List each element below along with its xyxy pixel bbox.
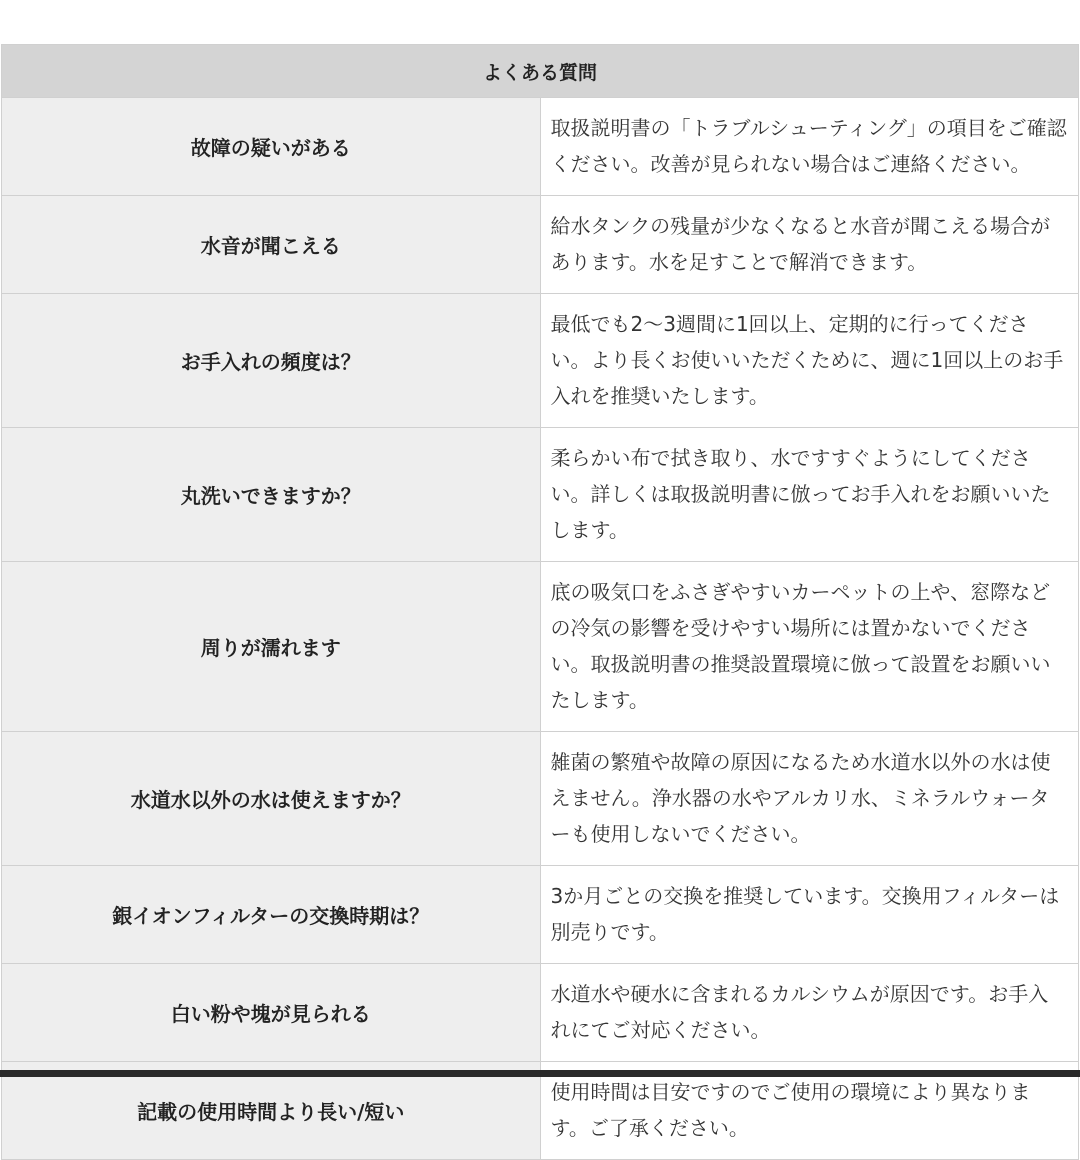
faq-answer: 柔らかい布で拭き取り、水ですすぐようにしてください。詳しくは取扱説明書に倣ってお手入れをお願いいたします。 [540, 428, 1079, 562]
faq-header-row [2, 45, 1079, 98]
faq-answer: 給水タンクの残量が少なくなると水音が聞こえる場合があります。水を足すことで解消できます。 [540, 196, 1079, 294]
faq-question: 記載の使用時間より長い/短い [2, 1062, 541, 1160]
faq-question: 丸洗いできますか？ [2, 428, 541, 562]
faq-question: 故障の疑いがある [2, 98, 541, 196]
faq-answer: 最低でも2〜3週間に1回以上、定期的に行ってください。より長くお使いいただくために、週に1回以上のお手入れを推奨いたします。 [540, 294, 1079, 428]
faq-row [2, 562, 1079, 732]
bottom-divider [0, 1070, 1080, 1077]
faq-question: 白い粉や塊が見られる [2, 964, 541, 1062]
faq-question: 水道水以外の水は使えますか？ [2, 732, 541, 866]
faq-question: 周りが濡れます [2, 562, 541, 732]
faq-answer: 取扱説明書の「トラブルシューティング」の項目をご確認ください。改善が見られない場合はご連絡ください。 [540, 98, 1079, 196]
faq-question: 銀イオンフィルターの交換時期は？ [2, 866, 541, 964]
faq-title: よくある質問 [2, 45, 1079, 98]
faq-question: 水音が聞こえる [2, 196, 541, 294]
faq-answer: 雑菌の繁殖や故障の原因になるため水道水以外の水は使えません。浄水器の水やアルカリ水、ミネラルウォーターも使用しないでください。 [540, 732, 1079, 866]
faq-row [2, 98, 1079, 196]
faq-row [2, 294, 1079, 428]
faq-question: お手入れの頻度は？ [2, 294, 541, 428]
faq-row [2, 428, 1079, 562]
faq-answer: 3か月ごとの交換を推奨しています。交換用フィルターは別売りです。 [540, 866, 1079, 964]
faq-row [2, 866, 1079, 964]
faq-row [2, 196, 1079, 294]
faq-answer: 水道水や硬水に含まれるカルシウムが原因です。お手入れにてご対応ください。 [540, 964, 1079, 1062]
faq-row [2, 964, 1079, 1062]
faq-row [2, 732, 1079, 866]
faq-table [1, 44, 1079, 1160]
faq-answer: 底の吸気口をふさぎやすいカーペットの上や、窓際などの冷気の影響を受けやすい場所には置かないでください。取扱説明書の推奨設置環境に倣って設置をお願いいたします。 [540, 562, 1079, 732]
faq-answer: 使用時間は目安ですのでご使用の環境により異なります。ご了承ください。 [540, 1062, 1079, 1160]
